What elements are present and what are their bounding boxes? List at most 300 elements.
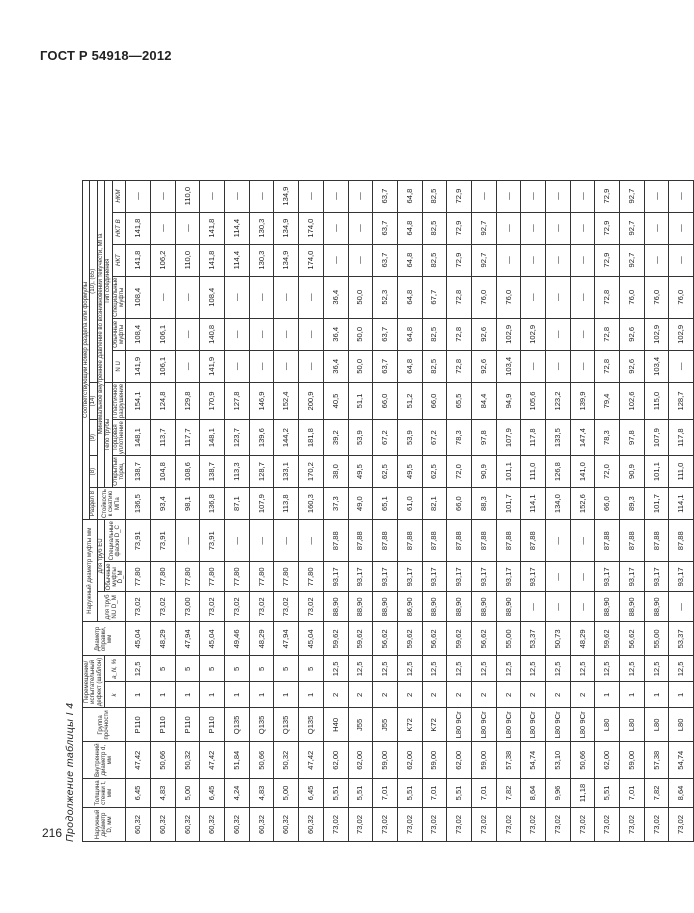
pipe-body-header: Тело трубы (105, 382, 112, 487)
table-cell: 5,51 (323, 779, 348, 808)
col-eu-special: Специальные фаски D_C (105, 520, 126, 562)
table-cell: 88,90 (447, 592, 472, 622)
table-cell: 148,1 (200, 420, 225, 456)
table-cell: 77,80 (175, 562, 200, 592)
table-cell: 87,88 (397, 520, 422, 562)
table-cell: 101,1 (644, 456, 669, 488)
table-row (249, 180, 274, 841)
table-cell: — (521, 244, 546, 276)
table-cell: 94,9 (496, 382, 521, 419)
table-cell: — (249, 318, 274, 350)
table-cell: 63,7 (373, 318, 398, 350)
table-cell: — (496, 212, 521, 244)
table-cell: 128,7 (669, 382, 694, 419)
section-8-header: Раздел 8 (90, 488, 97, 520)
table-cell: 93,4 (151, 488, 176, 520)
table-cell: 117,8 (669, 420, 694, 456)
table-cell: 64,8 (397, 318, 422, 350)
table-cell: — (669, 180, 694, 212)
table-cell: 65,5 (447, 382, 472, 419)
table-cell: — (546, 318, 571, 350)
table-cell: 77,80 (274, 562, 299, 592)
table-cell: 73,02 (274, 592, 299, 622)
table-row (422, 180, 447, 841)
table-cell: 134,9 (274, 212, 299, 244)
table-cell: 50,66 (151, 742, 176, 779)
table-cell: 52,3 (373, 276, 398, 318)
table-row (151, 180, 176, 841)
table-cell: Q135 (249, 708, 274, 742)
table-cell: 87,88 (422, 520, 447, 562)
table-cell: 63,7 (373, 212, 398, 244)
table-cell: — (175, 276, 200, 318)
table-cell: 53,37 (669, 622, 694, 656)
table-cell: 5 (274, 656, 299, 682)
table-cell: 73,02 (521, 808, 546, 842)
table-cell: 8,64 (669, 779, 694, 808)
table-cell: 101,1 (496, 456, 521, 488)
table-cell: 49,0 (348, 488, 373, 520)
table-cell: 7,01 (620, 779, 645, 808)
table-cell: 88,90 (471, 592, 496, 622)
data-table (82, 180, 694, 842)
table-cell: 63,7 (373, 244, 398, 276)
table-cell: 88,3 (471, 488, 496, 520)
table-row (323, 180, 348, 841)
table-cell: 105,6 (521, 382, 546, 419)
table-cell: 7,01 (471, 779, 496, 808)
formula-9-header: (9) (90, 420, 97, 456)
table-cell: 174,0 (299, 244, 324, 276)
table-cell: 47,42 (299, 742, 324, 779)
table-cell: — (348, 244, 373, 276)
table-cell: — (546, 350, 571, 382)
table-cell: 5 (200, 656, 225, 682)
col-hktb: НКТ В (112, 212, 126, 244)
table-cell: 92,6 (620, 318, 645, 350)
table-cell: 50,32 (274, 742, 299, 779)
table-cell: 39,2 (323, 420, 348, 456)
table-cell: 141,9 (200, 350, 225, 382)
table-row (595, 180, 620, 841)
table-cell: 73,02 (299, 592, 324, 622)
col-plug-drift: Перемещение/ испытательный дефект (шаблон) (83, 657, 103, 707)
table-cell: 59,00 (373, 742, 398, 779)
table-cell: L80 9Cr (521, 708, 546, 742)
table-cell: 113,3 (225, 456, 250, 488)
col-eu-regular-2: Обычные муфты (112, 318, 126, 350)
table-cell: 73,02 (151, 592, 176, 622)
table-cell: 5 (175, 656, 200, 682)
table-cell: — (274, 520, 299, 562)
table-cell: 36,4 (323, 350, 348, 382)
table-cell: 78,3 (595, 420, 620, 456)
table-cell: 1 (151, 682, 176, 708)
table-cell: 2 (397, 682, 422, 708)
table-cell: 102,9 (644, 318, 669, 350)
table-cell: 133,5 (546, 420, 571, 456)
table-cell: 110,0 (175, 180, 200, 212)
table-cell: — (669, 592, 694, 622)
table-cell: 7,01 (422, 779, 447, 808)
table-cell: 36,4 (323, 318, 348, 350)
table-cell: 82,5 (422, 180, 447, 212)
table-cell: 72,8 (595, 350, 620, 382)
table-cell: 79,4 (595, 382, 620, 419)
table-row (447, 180, 472, 841)
table-head (83, 180, 126, 841)
formula-10-65-header: (10), (65) (90, 180, 97, 382)
table-cell: 51,84 (225, 742, 250, 779)
table-cell: 5 (249, 656, 274, 682)
table-cell: 73,02 (348, 808, 373, 842)
table-cell: — (669, 350, 694, 382)
table-cell: 7,01 (373, 779, 398, 808)
table-cell: — (644, 180, 669, 212)
table-cell: 103,4 (496, 350, 521, 382)
table-cell: 134,0 (546, 488, 571, 520)
table-cell: — (200, 180, 225, 212)
table-row (225, 180, 250, 841)
table-cell: 36,4 (323, 276, 348, 318)
table-cell: — (126, 180, 151, 212)
table-cell: 101,7 (496, 488, 521, 520)
table-cell: 59,00 (471, 742, 496, 779)
table-cell: 148,1 (126, 420, 151, 456)
table-cell: L80 (669, 708, 694, 742)
table-cell: 108,4 (126, 318, 151, 350)
table-row (126, 180, 151, 841)
table-cell: 53,9 (397, 420, 422, 456)
table-cell: — (570, 244, 595, 276)
table-cell: 92,7 (471, 212, 496, 244)
table-cell: 59,00 (620, 742, 645, 779)
table-cell: 62,00 (447, 742, 472, 779)
table-cell: 73,02 (249, 592, 274, 622)
table-cell: 72,8 (447, 318, 472, 350)
table-cell: 64,8 (397, 350, 422, 382)
table-cell: 56,62 (471, 622, 496, 656)
table-cell: 57,38 (496, 742, 521, 779)
table-cell: 62,00 (397, 742, 422, 779)
table-cell: 63,7 (373, 350, 398, 382)
table-cell: 90,9 (620, 456, 645, 488)
table-cell: 2 (373, 682, 398, 708)
table-cell: — (249, 276, 274, 318)
table-cell: 60,32 (200, 808, 225, 842)
table-cell: — (521, 212, 546, 244)
table-cell: — (546, 520, 571, 562)
table-cell: 12,5 (323, 656, 348, 682)
table-cell: 73,02 (620, 808, 645, 842)
table-cell: — (546, 180, 571, 212)
table-cell: 73,02 (447, 808, 472, 842)
coupling-type-header: Тип соединения (105, 180, 112, 382)
table-cell: — (570, 318, 595, 350)
table-cell: K72 (422, 708, 447, 742)
table-cell: 1 (299, 682, 324, 708)
table-cell: L80 9Cr (447, 708, 472, 742)
table-cell: 62,5 (373, 456, 398, 488)
table-row (299, 180, 324, 841)
table-cell: 48,29 (570, 622, 595, 656)
col-wall: Толщина стенки t, мм (83, 779, 126, 808)
table-cell: 6,45 (200, 779, 225, 808)
table-cell: 93,17 (323, 562, 348, 592)
table-cell: 106,1 (151, 318, 176, 350)
table-cell: 123,7 (225, 420, 250, 456)
table-cell: 141,9 (126, 350, 151, 382)
table-cell: 93,17 (595, 562, 620, 592)
table-row (471, 180, 496, 841)
col-hydro: Стойкость к сжатию МПа (97, 488, 126, 520)
table-cell: 1 (595, 682, 620, 708)
table-cell: 140,8 (200, 318, 225, 350)
table-cell: 72,0 (447, 456, 472, 488)
table-cell: 114,4 (225, 212, 250, 244)
table-cell: 73,02 (546, 808, 571, 842)
table-cell: 77,80 (151, 562, 176, 592)
table-row (348, 180, 373, 841)
table-cell: 93,17 (620, 562, 645, 592)
table-cell: — (546, 244, 571, 276)
table-cell: 92,7 (471, 244, 496, 276)
table-cell: 62,00 (323, 742, 348, 779)
table-cell: 61,0 (397, 488, 422, 520)
table-cell: 72,8 (447, 350, 472, 382)
table-cell: 72,8 (595, 318, 620, 350)
col-drift-dia: Диаметр оправки, мм (83, 622, 126, 656)
table-cell: 73,02 (200, 592, 225, 622)
table-cell: 12,5 (422, 656, 447, 682)
table-cell: 59,62 (323, 622, 348, 656)
table-cell: 6,45 (126, 779, 151, 808)
table-cell: — (175, 350, 200, 382)
table-cell: 4,83 (249, 779, 274, 808)
table-cell: 5,51 (348, 779, 373, 808)
table-cell: 154,1 (126, 382, 151, 419)
col-coupling-od: Наружный диаметр муфты мм (83, 520, 98, 622)
table-cell: 124,8 (151, 382, 176, 419)
table-cell: 7,82 (496, 779, 521, 808)
table-cell: 2 (447, 682, 472, 708)
table-cell: L80 9Cr (496, 708, 521, 742)
table-cell: — (323, 244, 348, 276)
table-cell: 97,8 (620, 420, 645, 456)
table-cell: 50,66 (249, 742, 274, 779)
table-cell: 50,0 (348, 350, 373, 382)
table-cell: 130,3 (249, 244, 274, 276)
table-cell: 113,8 (274, 488, 299, 520)
table-cell: 93,17 (471, 562, 496, 592)
table-cell: — (151, 180, 176, 212)
table-cell: 73,02 (644, 808, 669, 842)
table-cell: 117,7 (175, 420, 200, 456)
table-cell: 141,8 (200, 244, 225, 276)
table-cell: — (323, 212, 348, 244)
table-cell: 47,94 (175, 622, 200, 656)
table-cell: 129,8 (175, 382, 200, 419)
table-cell: — (151, 276, 176, 318)
table-cell: 48,29 (249, 622, 274, 656)
col-od: Наружный диаметр D, мм (83, 808, 126, 842)
table-cell: 60,32 (274, 808, 299, 842)
table-cell: 1 (249, 682, 274, 708)
table-cell: 181,8 (299, 420, 324, 456)
table-cell: — (669, 212, 694, 244)
table-cell: 12,5 (496, 656, 521, 682)
table-cell: 73,02 (471, 808, 496, 842)
table-cell: 76,0 (471, 276, 496, 318)
table-cell: 87,88 (496, 520, 521, 562)
table-cell: 73,02 (397, 808, 422, 842)
table-cell: 2 (348, 682, 373, 708)
table-cell: 152,4 (274, 382, 299, 419)
table-cell: 200,9 (299, 382, 324, 419)
table-cell: 92,7 (620, 212, 645, 244)
table-cell: L80 9Cr (471, 708, 496, 742)
table-cell: 60,32 (225, 808, 250, 842)
table-cell: 49,46 (225, 622, 250, 656)
table-cell: 110,0 (175, 244, 200, 276)
formula-14-header: (14) (90, 382, 97, 419)
table-cell: 87,88 (521, 520, 546, 562)
table-cell: 5,51 (397, 779, 422, 808)
table-cell: 5 (151, 656, 176, 682)
table-cell: 87,88 (348, 520, 373, 562)
table-cell: 2 (471, 682, 496, 708)
table-cell: 11,18 (570, 779, 595, 808)
table-cell: — (225, 520, 250, 562)
table-cell: — (323, 180, 348, 212)
table-cell: 72,8 (447, 276, 472, 318)
table-cell: 72,9 (595, 180, 620, 212)
table-cell: 53,9 (348, 420, 373, 456)
table-cell: 59,62 (447, 622, 472, 656)
table-cell: P110 (200, 708, 225, 742)
table-cell: 82,5 (422, 350, 447, 382)
col-flat-plastic: Пластичное разрушение (111, 383, 125, 419)
table-cell: 45,04 (200, 622, 225, 656)
table-cell: 51,2 (397, 382, 422, 419)
page-number: 216 (42, 826, 63, 840)
table-cell: 5 (225, 656, 250, 682)
table-cell: 92,7 (620, 180, 645, 212)
table-cell: 50,66 (570, 742, 595, 779)
table-cell: — (274, 318, 299, 350)
table-cell: 107,9 (496, 420, 521, 456)
table-cell: — (299, 318, 324, 350)
table-cell: 93,17 (348, 562, 373, 592)
table-cell: L80 9Cr (570, 708, 595, 742)
table-cell: 72,0 (595, 456, 620, 488)
table-cell: 102,9 (669, 318, 694, 350)
table-cell: 139,9 (570, 382, 595, 419)
table-cell: 134,9 (274, 180, 299, 212)
table-cell: 37,3 (323, 488, 348, 520)
table-cell: 2 (546, 682, 571, 708)
table-cell: 12,5 (644, 656, 669, 682)
table-cell: 88,90 (422, 592, 447, 622)
table-cell: 93,17 (521, 562, 546, 592)
table-cell: 73,02 (669, 808, 694, 842)
table-cell: 12,5 (595, 656, 620, 682)
table-cell: 1 (225, 682, 250, 708)
table-cell: 47,42 (200, 742, 225, 779)
col-eu-special-2: Специальные муфты (111, 277, 125, 317)
col-nu: N U (112, 350, 126, 382)
table-cell: 67,7 (422, 276, 447, 318)
table-cell: 108,4 (200, 276, 225, 318)
table-cell: — (299, 520, 324, 562)
table-cell: 108,6 (175, 456, 200, 488)
table-cell: 77,80 (225, 562, 250, 592)
table-cell: Q135 (225, 708, 250, 742)
document-header: ГОСТ Р 54918—2012 (40, 48, 172, 63)
table-cell: 53,37 (521, 622, 546, 656)
table-cell: 4,83 (151, 779, 176, 808)
table-cell: 114,4 (225, 244, 250, 276)
table-cell: 8,64 (521, 779, 546, 808)
table-cell: 113,7 (151, 420, 176, 456)
table-cell: 87,88 (471, 520, 496, 562)
table-cell: H40 (323, 708, 348, 742)
table-cell: — (299, 180, 324, 212)
table-cell: — (570, 520, 595, 562)
table-cell: — (570, 350, 595, 382)
table-cell: 45,04 (126, 622, 151, 656)
table-cell: 88,90 (373, 592, 398, 622)
table-cell: — (521, 592, 546, 622)
table-cell: 6,45 (299, 779, 324, 808)
table-cell: — (496, 244, 521, 276)
table-cell: 53,10 (546, 742, 571, 779)
table-cell: 49,5 (397, 456, 422, 488)
table-cell: 77,80 (126, 562, 151, 592)
table-cell: 12,5 (126, 656, 151, 682)
table-cell: 59,62 (397, 622, 422, 656)
table-cell: 88,90 (323, 592, 348, 622)
table-cell: 87,1 (225, 488, 250, 520)
table-cell: — (151, 212, 176, 244)
table-cell: P110 (151, 708, 176, 742)
table-cell: 49,5 (348, 456, 373, 488)
table-cell: 88,90 (644, 592, 669, 622)
table-cell: 77,80 (299, 562, 324, 592)
table-cell: 45,04 (299, 622, 324, 656)
table-row (644, 180, 669, 841)
table-cell: — (471, 180, 496, 212)
table-cell: 107,9 (249, 488, 274, 520)
table-cell: 93,17 (644, 562, 669, 592)
col-open-ends: Открытый торец (111, 457, 125, 486)
table-cell: 152,6 (570, 488, 595, 520)
col-an: a_N, % (105, 656, 126, 682)
table-cell: 108,4 (126, 276, 151, 318)
table-cell: 102,6 (620, 382, 645, 419)
table-cell: Q135 (274, 708, 299, 742)
table-cell: — (546, 212, 571, 244)
table-cell: 88,90 (348, 592, 373, 622)
table-cell: — (570, 562, 595, 592)
table-cell: 62,00 (595, 742, 620, 779)
table-cell: 82,5 (422, 318, 447, 350)
table-cell: 170,2 (299, 456, 324, 488)
table-cell: — (175, 520, 200, 562)
table-cell: L80 (620, 708, 645, 742)
table-cell: 62,5 (422, 456, 447, 488)
table-cell: 138,7 (200, 456, 225, 488)
